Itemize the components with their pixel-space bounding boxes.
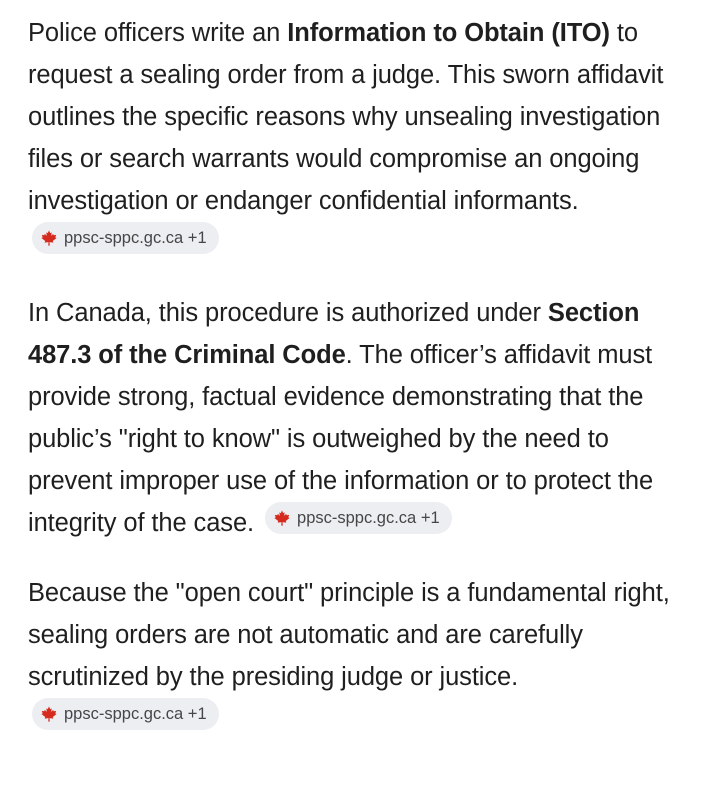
bold-term: Section 487.3 of the Criminal Code <box>28 299 640 369</box>
source-chip[interactable] <box>265 502 452 534</box>
paragraph-text: . The officer’s affidavit must provide strong, factual evidence demonstrating that the public’s "right to know" is outweighed by the need to prevent improper use of the information or to protect the integrity of the case. <box>28 341 654 537</box>
maple-leaf-icon <box>40 705 58 723</box>
paragraph-ito <box>28 12 690 264</box>
paragraph-text: to request a sealing order from a judge. This sworn affidavit outlines the specific reasons why unsealing investigation files or search warrants would compromise an ongoing investigation or endanger confidential informants. <box>28 19 664 215</box>
bold-term: Information to Obtain (ITO) <box>287 19 610 47</box>
paragraph-text: Because the "open court" principle is a fundamental right, sealing orders are not automatic and are carefully scrutinized by the presiding judge or justice. <box>28 579 670 691</box>
source-chip[interactable] <box>32 222 219 254</box>
source-label: ppsc-sppc.gc.ca +1 <box>64 229 207 247</box>
maple-leaf-icon <box>273 509 291 527</box>
paragraph-text: Police officers write an <box>28 19 288 47</box>
paragraph-open-court <box>28 572 690 740</box>
paragraph-text: In Canada, this procedure is authorized under <box>28 299 548 327</box>
source-label: ppsc-sppc.gc.ca +1 <box>297 509 440 527</box>
source-label: ppsc-sppc.gc.ca +1 <box>64 705 207 723</box>
paragraph-criminal-code <box>28 292 690 544</box>
maple-leaf-icon <box>40 229 58 247</box>
source-chip[interactable] <box>32 698 219 730</box>
